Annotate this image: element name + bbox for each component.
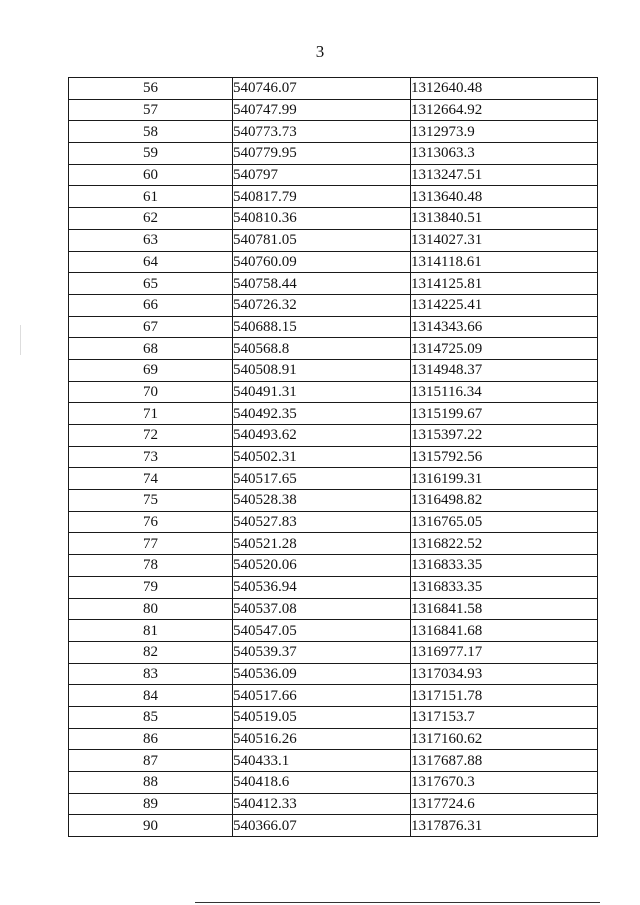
table-row (69, 338, 598, 360)
point-number-cell: 89 (69, 793, 233, 815)
y-coordinate-cell: 1313063.3 (411, 143, 598, 165)
y-coordinate-cell: 1317151.78 (411, 685, 598, 707)
point-number-cell: 82 (69, 641, 233, 663)
table-row (69, 229, 598, 251)
point-number-cell: 88 (69, 772, 233, 794)
x-coordinate-cell: 540726.32 (233, 294, 411, 316)
table-row (69, 641, 598, 663)
table-row (69, 533, 598, 555)
point-number-cell: 68 (69, 338, 233, 360)
point-number-cell: 85 (69, 706, 233, 728)
y-coordinate-cell: 1314725.09 (411, 338, 598, 360)
point-number-cell: 62 (69, 208, 233, 230)
table-row (69, 208, 598, 230)
x-coordinate-cell: 540758.44 (233, 273, 411, 295)
y-coordinate-cell: 1317034.93 (411, 663, 598, 685)
table-row (69, 750, 598, 772)
table-row (69, 251, 598, 273)
y-coordinate-cell: 1314027.31 (411, 229, 598, 251)
x-coordinate-cell: 540536.94 (233, 576, 411, 598)
x-coordinate-cell: 540773.73 (233, 121, 411, 143)
y-coordinate-cell: 1313840.51 (411, 208, 598, 230)
x-coordinate-cell: 540491.31 (233, 381, 411, 403)
y-coordinate-cell: 1316833.35 (411, 555, 598, 577)
table-row (69, 78, 598, 100)
point-number-cell: 58 (69, 121, 233, 143)
y-coordinate-cell: 1316765.05 (411, 511, 598, 533)
table-row (69, 316, 598, 338)
x-coordinate-cell: 540412.33 (233, 793, 411, 815)
table-row (69, 706, 598, 728)
x-coordinate-cell: 540492.35 (233, 403, 411, 425)
y-coordinate-cell: 1317687.88 (411, 750, 598, 772)
x-coordinate-cell: 540527.83 (233, 511, 411, 533)
table-row (69, 273, 598, 295)
point-number-cell: 65 (69, 273, 233, 295)
x-coordinate-cell: 540747.99 (233, 99, 411, 121)
y-coordinate-cell: 1313247.51 (411, 164, 598, 186)
point-number-cell: 78 (69, 555, 233, 577)
point-number-cell: 81 (69, 620, 233, 642)
table-row (69, 425, 598, 447)
table-row (69, 446, 598, 468)
table-row (69, 186, 598, 208)
x-coordinate-cell: 540528.38 (233, 490, 411, 512)
point-number-cell: 75 (69, 490, 233, 512)
table-row (69, 555, 598, 577)
y-coordinate-cell: 1317160.62 (411, 728, 598, 750)
x-coordinate-cell: 540520.06 (233, 555, 411, 577)
x-coordinate-cell: 540537.08 (233, 598, 411, 620)
y-coordinate-cell: 1316833.35 (411, 576, 598, 598)
y-coordinate-cell: 1315116.34 (411, 381, 598, 403)
point-number-cell: 56 (69, 78, 233, 100)
table-row (69, 663, 598, 685)
x-coordinate-cell: 540433.1 (233, 750, 411, 772)
table-row (69, 403, 598, 425)
x-coordinate-cell: 540547.05 (233, 620, 411, 642)
y-coordinate-cell: 1314225.41 (411, 294, 598, 316)
table-row (69, 685, 598, 707)
table-row (69, 511, 598, 533)
y-coordinate-cell: 1317670.3 (411, 772, 598, 794)
y-coordinate-cell: 1316498.82 (411, 490, 598, 512)
point-number-cell: 72 (69, 425, 233, 447)
bottom-rule (195, 902, 600, 903)
y-coordinate-cell: 1312973.9 (411, 121, 598, 143)
y-coordinate-cell: 1315199.67 (411, 403, 598, 425)
y-coordinate-cell: 1314948.37 (411, 359, 598, 381)
x-coordinate-cell: 540817.79 (233, 186, 411, 208)
coordinates-table-body (69, 78, 598, 837)
point-number-cell: 80 (69, 598, 233, 620)
table-row (69, 620, 598, 642)
y-coordinate-cell: 1317153.7 (411, 706, 598, 728)
point-number-cell: 87 (69, 750, 233, 772)
y-coordinate-cell: 1317724.6 (411, 793, 598, 815)
point-number-cell: 76 (69, 511, 233, 533)
table-row (69, 359, 598, 381)
x-coordinate-cell: 540418.6 (233, 772, 411, 794)
x-coordinate-cell: 540688.15 (233, 316, 411, 338)
x-coordinate-cell: 540516.26 (233, 728, 411, 750)
point-number-cell: 69 (69, 359, 233, 381)
point-number-cell: 71 (69, 403, 233, 425)
table-row (69, 121, 598, 143)
x-coordinate-cell: 540797 (233, 164, 411, 186)
x-coordinate-cell: 540502.31 (233, 446, 411, 468)
point-number-cell: 63 (69, 229, 233, 251)
x-coordinate-cell: 540536.09 (233, 663, 411, 685)
y-coordinate-cell: 1315792.56 (411, 446, 598, 468)
x-coordinate-cell: 540519.05 (233, 706, 411, 728)
table-row (69, 143, 598, 165)
x-coordinate-cell: 540517.65 (233, 468, 411, 490)
x-coordinate-cell: 540517.66 (233, 685, 411, 707)
point-number-cell: 59 (69, 143, 233, 165)
point-number-cell: 74 (69, 468, 233, 490)
table-row (69, 468, 598, 490)
margin-mark (20, 325, 21, 355)
y-coordinate-cell: 1315397.22 (411, 425, 598, 447)
point-number-cell: 90 (69, 815, 233, 837)
table-row (69, 772, 598, 794)
x-coordinate-cell: 540810.36 (233, 208, 411, 230)
table-row (69, 294, 598, 316)
point-number-cell: 64 (69, 251, 233, 273)
x-coordinate-cell: 540781.05 (233, 229, 411, 251)
point-number-cell: 67 (69, 316, 233, 338)
point-number-cell: 79 (69, 576, 233, 598)
table-row (69, 728, 598, 750)
point-number-cell: 84 (69, 685, 233, 707)
x-coordinate-cell: 540366.07 (233, 815, 411, 837)
x-coordinate-cell: 540760.09 (233, 251, 411, 273)
y-coordinate-cell: 1314125.81 (411, 273, 598, 295)
table-row (69, 576, 598, 598)
y-coordinate-cell: 1312640.48 (411, 78, 598, 100)
y-coordinate-cell: 1314343.66 (411, 316, 598, 338)
point-number-cell: 57 (69, 99, 233, 121)
table-row (69, 598, 598, 620)
x-coordinate-cell: 540568.8 (233, 338, 411, 360)
point-number-cell: 73 (69, 446, 233, 468)
x-coordinate-cell: 540746.07 (233, 78, 411, 100)
point-number-cell: 60 (69, 164, 233, 186)
y-coordinate-cell: 1316822.52 (411, 533, 598, 555)
point-number-cell: 77 (69, 533, 233, 555)
x-coordinate-cell: 540521.28 (233, 533, 411, 555)
point-number-cell: 66 (69, 294, 233, 316)
x-coordinate-cell: 540779.95 (233, 143, 411, 165)
y-coordinate-cell: 1316841.68 (411, 620, 598, 642)
coordinates-table (68, 77, 598, 837)
point-number-cell: 70 (69, 381, 233, 403)
y-coordinate-cell: 1312664.92 (411, 99, 598, 121)
table-row (69, 490, 598, 512)
table-row (69, 99, 598, 121)
x-coordinate-cell: 540539.37 (233, 641, 411, 663)
page-number: 3 (315, 42, 325, 61)
x-coordinate-cell: 540493.62 (233, 425, 411, 447)
table-row (69, 381, 598, 403)
table-row (69, 815, 598, 837)
point-number-cell: 61 (69, 186, 233, 208)
table-row (69, 164, 598, 186)
y-coordinate-cell: 1317876.31 (411, 815, 598, 837)
point-number-cell: 83 (69, 663, 233, 685)
y-coordinate-cell: 1313640.48 (411, 186, 598, 208)
table-row (69, 793, 598, 815)
y-coordinate-cell: 1316841.58 (411, 598, 598, 620)
x-coordinate-cell: 540508.91 (233, 359, 411, 381)
point-number-cell: 86 (69, 728, 233, 750)
y-coordinate-cell: 1314118.61 (411, 251, 598, 273)
y-coordinate-cell: 1316977.17 (411, 641, 598, 663)
y-coordinate-cell: 1316199.31 (411, 468, 598, 490)
